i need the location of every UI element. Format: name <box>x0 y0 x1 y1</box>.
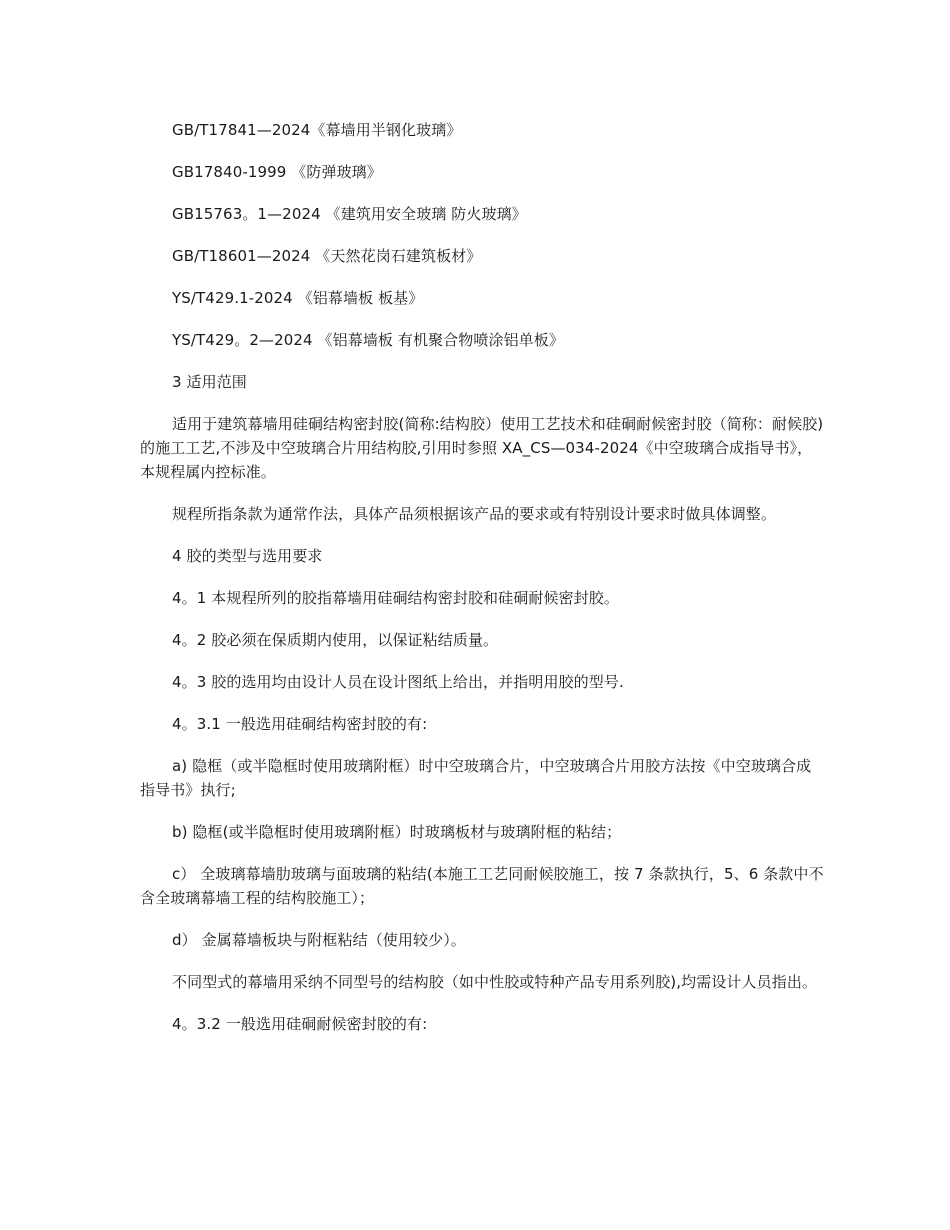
section-heading-types: 4 胶的类型与选用要求 <box>172 547 323 565</box>
clause-4-3-2: 4。3.2 一般选用硅硐耐候密封胶的有: <box>172 1015 428 1033</box>
clause-4-2: 4。2 胶必须在保质期内使用，以保证粘结质量。 <box>172 631 499 649</box>
list-item-b: b) 隐框(或半隐框时使用玻璃附框）时玻璃板材与玻璃附框的粘结； <box>172 823 622 841</box>
standard-ref-yst429-2: YS/T429。2—2024 《铝幕墙板 有机聚合物喷涂铝单板》 <box>172 331 564 349</box>
standard-ref-gbt17841: GB/T17841—2024《幕墙用半钢化玻璃》 <box>172 121 462 139</box>
standard-ref-yst429-1: YS/T429.1-2024 《铝幕墙板 板基》 <box>172 289 424 307</box>
clause-4-3: 4。3 胶的选用均由设计人员在设计图纸上给出，并指明用胶的型号. <box>172 673 624 691</box>
list-item-a: a) 隐框（或半隐框时使用玻璃附框）时中空玻璃合片，中空玻璃合片用胶方法按《中空玻璃合成指导书》执行; <box>140 757 812 799</box>
standard-ref-gbt18601: GB/T18601—2024 《天然花岗石建筑板材》 <box>172 247 482 265</box>
scope-note-paragraph: 规程所指条款为通常作法，具体产品须根据该产品的要求或有特别设计要求时做具体调整。 <box>172 505 777 523</box>
scope-paragraph: 适用于建筑幕墙用硅硐结构密封胶(简称:结构胶）使用工艺技术和硅硐耐候密封胶（简称：耐候胶)的施工工艺,不涉及中空玻璃合片用结构胶,引用时参照 XA_CS—034-2024《中空玻璃合成指导书》，本规程属内控标准。 <box>140 415 824 481</box>
list-item-d: d） 金属幕墙板块与附框粘结（使用较少）。 <box>172 931 466 949</box>
sealant-type-note: 不同型式的幕墙用采纳不同型号的结构胶（如中性胶或特种产品专用系列胶),均需设计人员指出。 <box>172 973 818 991</box>
clause-4-3-1: 4。3.1 一般选用硅硐结构密封胶的有: <box>172 715 428 733</box>
section-heading-scope: 3 适用范围 <box>172 373 247 391</box>
standard-ref-gb15763: GB15763。1—2024 《建筑用安全玻璃 防火玻璃》 <box>172 205 527 223</box>
document-body <box>140 118 824 1054</box>
clause-4-1: 4。1 本规程所列的胶指幕墙用硅硐结构密封胶和硅硐耐候密封胶。 <box>172 589 619 607</box>
list-item-c: c） 全玻璃幕墙肋玻璃与面玻璃的粘结(本施工工艺同耐候胶施工，按 7 条款执行，5、6 条款中不含全玻璃幕墙工程的结构胶施工）； <box>140 865 824 907</box>
standard-ref-gb17840: GB17840-1999 《防弹玻璃》 <box>172 163 382 181</box>
